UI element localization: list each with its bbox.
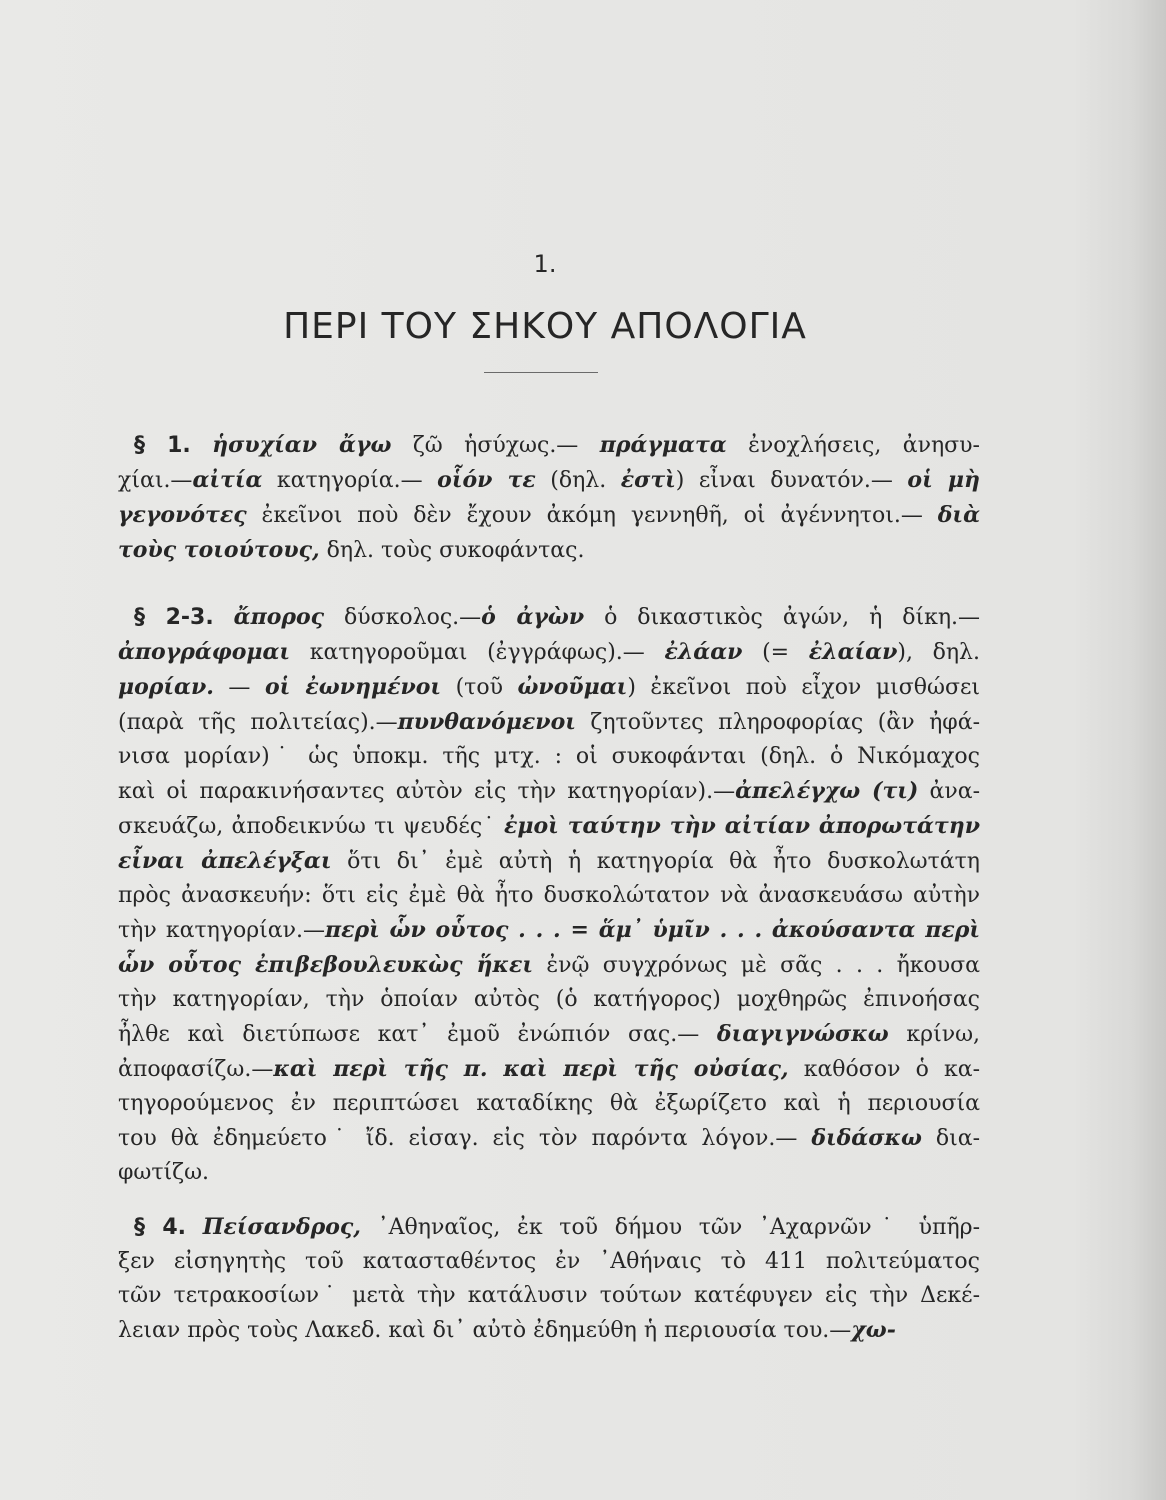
gloss-text: φωτίζω. [118,1160,209,1185]
gloss-text: (δηλ. [535,468,621,493]
section-marker: § 4. [134,1215,187,1240]
lemma-term: ὁ ἀγὼν [481,604,585,630]
text-line [118,1210,980,1245]
title-divider [484,372,598,373]
gloss-text: σκευάζω, ἀποδεικνύω τι ψευδές˙ [118,814,504,839]
gloss-text: πρὸς ἀνασκευήν: ὅτι εἰς ἐμὲ θὰ ἦτο δυσκολώτατον νὰ ἀνασκευάσω αὐτὴν [118,883,980,908]
lemma-term: μορίαν. [118,674,214,700]
gloss-text: (παρὰ τῆς πολιτείας).— [118,710,398,735]
gloss-text: κατηγοροῦμαι (ἐγγράφως).— [290,640,665,665]
gloss-text: ζητοῦντες πληροφορίας (ἂν ἠφά- [575,710,981,735]
text-line [118,948,980,983]
lemma-term: ἐλάαν [664,639,743,665]
gloss-text: — [213,675,265,700]
gloss-text: ) εἶναι δυνατόν.— [675,468,908,493]
text-line [118,635,980,670]
text-line [118,670,980,705]
text-line [118,740,980,774]
gloss-text: τὴν κατηγορίαν, τὴν ὁποίαν αὐτὸς (ὁ κατήγορος) μοχθηρῶς ἐπινοήσας [118,987,980,1012]
gloss-text: ἀποφασίζω.— [118,1057,274,1082]
lemma-term: διδάσκω [811,1125,922,1151]
lemma-term: καὶ περὶ τῆς π. καὶ περὶ τῆς οὐσίας, [273,1056,789,1082]
lemma-term: ὧν οὗτος ἐπιβεβουλευκὼς ἥκει [118,952,534,978]
gloss-text: καὶ οἱ παρακινήσαντες αὐτὸν εἰς τὴν κατηγορίαν).— [118,779,736,804]
text-line [118,1156,980,1190]
lemma-term: χω- [851,1317,896,1343]
commentary-paragraph-2 [118,600,980,1190]
commentary-paragraph-1 [118,428,980,568]
gloss-text: κατηγορία.— [262,468,438,493]
text-line [118,600,980,635]
gloss-text [191,433,212,458]
commentary-paragraph-3 [118,1210,980,1348]
gloss-text [186,1215,203,1240]
lemma-term: διὰ [937,502,980,528]
gloss-text: ᾿Αθηναῖος, ἐκ τοῦ δήμου τῶν ᾿Αχαρνῶν˙ ὑπῆρ- [360,1215,981,1240]
gloss-text: τῶν τετρακοσίων˙ μετὰ τὴν κατάλυσιν τούτων κατέφυγεν εἰς τὴν Δεκέ- [118,1283,980,1308]
text-line [118,879,980,913]
text-line [118,1279,980,1313]
text-line [118,533,980,568]
gloss-text: νισα μορίαν)˙ ὡς ὑποκμ. τῆς μτχ. : οἱ συκοφάνται (δηλ. ὁ Νικόμαχος [118,744,980,769]
gloss-text: ἐνῷ συγχρόνως μὲ σᾶς . . . ἤκουσα [533,953,981,978]
lemma-term: διαγιγνώσκω [716,1021,889,1047]
text-line [118,809,980,844]
lemma-term: τοὺς τοιούτους, [118,537,320,563]
gloss-text: δια- [921,1126,981,1151]
gloss-text: λειαν πρὸς τοὺς Λακεδ. καὶ δι᾿ αὐτὸ ἐδημεύθη ἡ περιουσία του.— [118,1318,852,1343]
text-line [118,913,980,948]
chapter-title: ΠΕΡΙ ΤΟΥ ΣΗΚΟΥ ΑΠΟΛΟΓΙΑ [283,306,807,347]
lemma-term: ἀπελέγχω (τι) [735,778,919,804]
gloss-text: ζῶ ἡσύχως.— [391,433,600,458]
gloss-text: δύσκολος.— [324,605,482,630]
gloss-text: τὴν κατηγορίαν.— [118,918,325,943]
text-line [118,428,980,463]
section-marker: § 2-3. [134,605,214,630]
lemma-term: εἶναι ἀπελέγξαι [118,848,332,874]
text-line [118,1121,980,1156]
lemma-term: περὶ ὧν οὗτος . . . = ἅμ᾿ ὑμῖν . . . ἀκούσαντα περὶ [324,917,980,943]
lemma-term: πράγματα [599,432,727,458]
section-marker: § 1. [134,433,191,458]
gloss-text: δηλ. τοὺς συκοφάντας. [319,538,585,563]
gloss-text: ξεν εἰσηγητὴς τοῦ κατασταθέντος ἐν ᾿Αθήναις τὸ 411 πολιτεύματος [118,1249,980,1274]
text-line [118,983,980,1017]
lemma-term: ἀπογράφομαι [118,639,291,665]
chapter-number: 1. [533,250,557,278]
gloss-text: ), δηλ. [897,640,980,665]
text-line [118,463,980,498]
text-line [118,1017,980,1052]
lemma-term: οἷόν τε [437,467,536,493]
gloss-text: ὁ δικαστικὸς ἀγών, ἡ δίκη.— [584,605,980,630]
text-line [118,705,980,740]
lemma-term: γεγονότες [118,502,247,528]
gloss-text: του θὰ ἐδημεύετο˙ ἴδ. εἰσαγ. εἰς τὸν παρόντα λόγον.— [118,1126,812,1151]
lemma-term: οἱ μὴ [907,467,981,493]
gloss-text: ὅτι δι᾿ ἐμὲ αὐτὴ ἡ κατηγορία θὰ ἦτο δυσκολωτάτη [331,849,980,874]
gloss-text: (= [742,640,809,665]
gloss-text: ἐκεῖνοι ποὺ δὲν ἔχουν ἀκόμη γεννηθῆ, οἱ ἀγέννητοι.— [246,503,938,528]
text-line [118,1087,980,1121]
lemma-term: ἐστὶ [620,467,676,493]
gloss-text: ἦλθε καὶ διετύπωσε κατ᾿ ἐμοῦ ἐνώπιόν σας.— [118,1022,717,1047]
text-line [118,774,980,809]
gloss-text: ἐνοχλήσεις, ἀνησυ- [726,433,980,458]
lemma-term: ἐλαίαν [808,639,898,665]
gloss-text: καθόσον ὁ κα- [788,1057,981,1082]
text-line [118,844,980,879]
gloss-text: χίαι.— [118,468,193,493]
lemma-term: Πείσανδρος, [202,1214,361,1240]
lemma-term: αἰτία [192,467,263,493]
text-line [118,1052,980,1087]
gloss-text: τηγορούμενος ἐν περιπτώσει καταδίκης θὰ ἐξωρίζετο καὶ ἡ περιουσία [118,1091,980,1116]
lemma-term: ἡσυχίαν ἄγω [212,432,392,458]
text-line [118,1313,980,1348]
text-line [118,1245,980,1279]
lemma-term: πυνθανόμενοι [397,709,576,735]
gloss-text: ) ἐκεῖνοι ποὺ εἶχον μισθώσει [627,675,980,700]
lemma-term: ἄπορος [233,604,325,630]
lemma-term: οἱ ἐωνημένοι [264,674,442,700]
lemma-term: ἐμοὶ ταύτην τὴν αἰτίαν ἀπορωτάτην [504,813,980,839]
text-line [118,498,980,533]
gloss-text: (τοῦ [441,675,518,700]
gloss-text: ἀνα- [918,779,981,804]
gloss-text: κρίνω, [888,1022,980,1047]
lemma-term: ὠνοῦμαι [517,674,628,700]
gloss-text [214,605,234,630]
